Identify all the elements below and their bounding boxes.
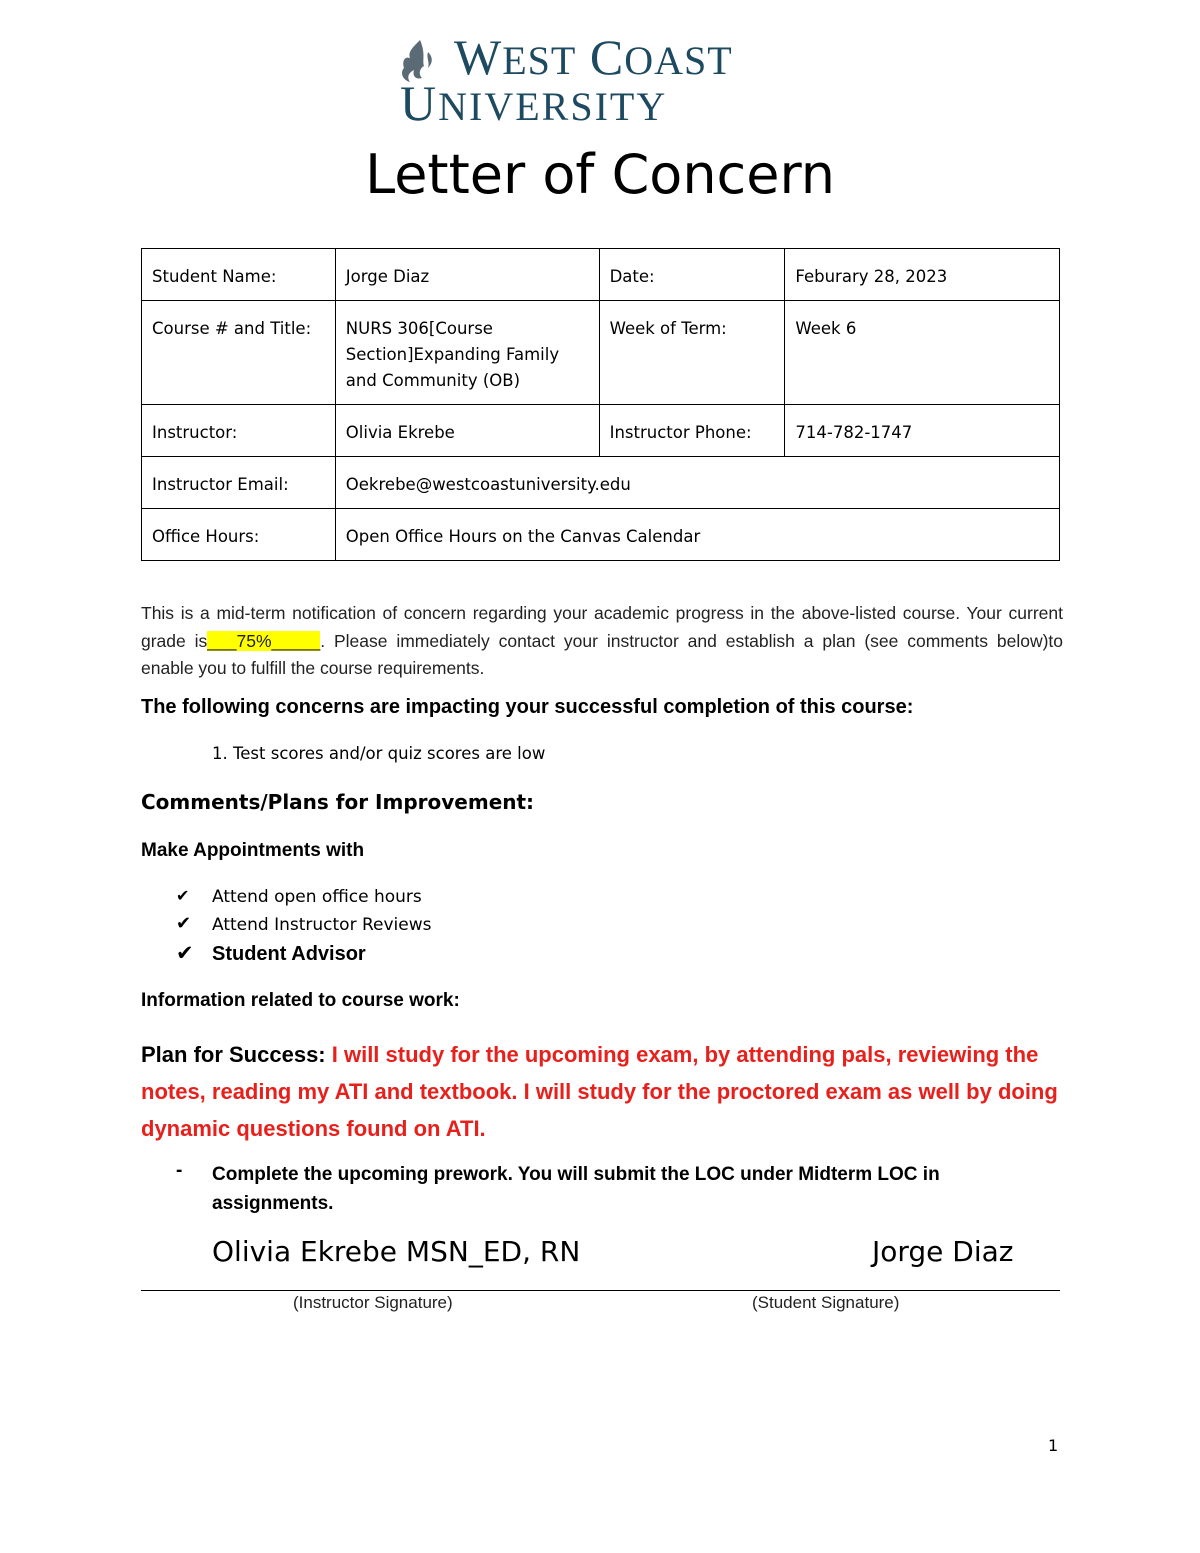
plan-for-success bbox=[141, 1036, 1066, 1147]
week-value: Week 6 bbox=[785, 301, 1060, 405]
date-label: Date: bbox=[599, 249, 785, 301]
appointments-heading: Make Appointments with bbox=[141, 840, 365, 861]
check-icon: ✔ bbox=[176, 913, 192, 934]
office-hours-value: Open Office Hours on the Canvas Calendar bbox=[335, 509, 1059, 561]
bullet-dash: - bbox=[176, 1160, 183, 1181]
student-name-label: Student Name: bbox=[142, 249, 336, 301]
phone-label: Instructor Phone: bbox=[599, 405, 785, 457]
student-signature: Jorge Diaz bbox=[872, 1235, 1014, 1268]
plan-label: Plan for Success: bbox=[141, 1042, 332, 1067]
logo-line-2: UNIVERSITY bbox=[400, 75, 668, 131]
appointment-item: Attend open office hours bbox=[212, 887, 422, 907]
table-row bbox=[142, 457, 1060, 509]
instructor-value: Olivia Ekrebe bbox=[335, 405, 599, 457]
office-hours-label: Office Hours: bbox=[142, 509, 336, 561]
student-signature-caption: (Student Signature) bbox=[752, 1293, 900, 1312]
table-row bbox=[142, 509, 1060, 561]
check-icon: ✔ bbox=[176, 941, 194, 965]
course-value: NURS 306[Course Section]Expanding Family and Community (OB) bbox=[335, 301, 599, 405]
university-logo bbox=[398, 29, 778, 131]
concerns-heading: The following concerns are impacting your successful completion of this course: bbox=[141, 696, 914, 718]
info-heading: Information related to course work: bbox=[141, 990, 460, 1011]
course-label: Course # and Title: bbox=[142, 301, 336, 405]
table-row bbox=[142, 405, 1060, 457]
concern-item: 1. Test scores and/or quiz scores are low bbox=[212, 744, 546, 763]
notice-text-2: . Please immediately contact your instructor and establish a plan (see comments below)to enable you to fulfill the course requirements. bbox=[141, 630, 1064, 678]
email-value: Oekrebe@westcoastuniversity.edu bbox=[335, 457, 1059, 509]
logo-line-1: WEST COAST bbox=[454, 29, 733, 85]
plan-text: I will study for the upcoming exam, by attending pals, reviewing the notes, reading my ATI and textbook. I will study for the proctored exam as well by doing dynamic questions found on ATI. bbox=[141, 1042, 1058, 1141]
current-grade: ___75%_____ bbox=[207, 630, 321, 651]
email-label: Instructor Email: bbox=[142, 457, 336, 509]
student-info-table bbox=[141, 248, 1060, 561]
appointment-item: Student Advisor bbox=[212, 943, 366, 965]
student-name-value: Jorge Diaz bbox=[335, 249, 599, 301]
phone-value: 714-782-1747 bbox=[785, 405, 1060, 457]
signature-line bbox=[141, 1290, 1060, 1291]
page-title: Letter of Concern bbox=[365, 143, 835, 206]
week-label: Week of Term: bbox=[599, 301, 785, 405]
instructor-signature-caption: (Instructor Signature) bbox=[293, 1293, 453, 1312]
appointment-item: Attend Instructor Reviews bbox=[212, 915, 432, 935]
notice-paragraph bbox=[141, 600, 1063, 683]
table-row bbox=[142, 249, 1060, 301]
check-icon: ✔ bbox=[176, 886, 190, 905]
table-row bbox=[142, 301, 1060, 405]
instructor-label: Instructor: bbox=[142, 405, 336, 457]
page-number: 1 bbox=[1048, 1436, 1059, 1455]
instructor-signature: Olivia Ekrebe MSN_ED, RN bbox=[212, 1235, 581, 1268]
comments-heading: Comments/Plans for Improvement: bbox=[141, 790, 535, 814]
prework-instruction: Complete the upcoming prework. You will submit the LOC under Midterm LOC in assignments. bbox=[212, 1164, 940, 1214]
notice-text-1: This is a mid-term notification of concern regarding your academic progress in the above-listed course. Your current grade is bbox=[141, 603, 1063, 651]
date-value: Feburary 28, 2023 bbox=[785, 249, 1060, 301]
